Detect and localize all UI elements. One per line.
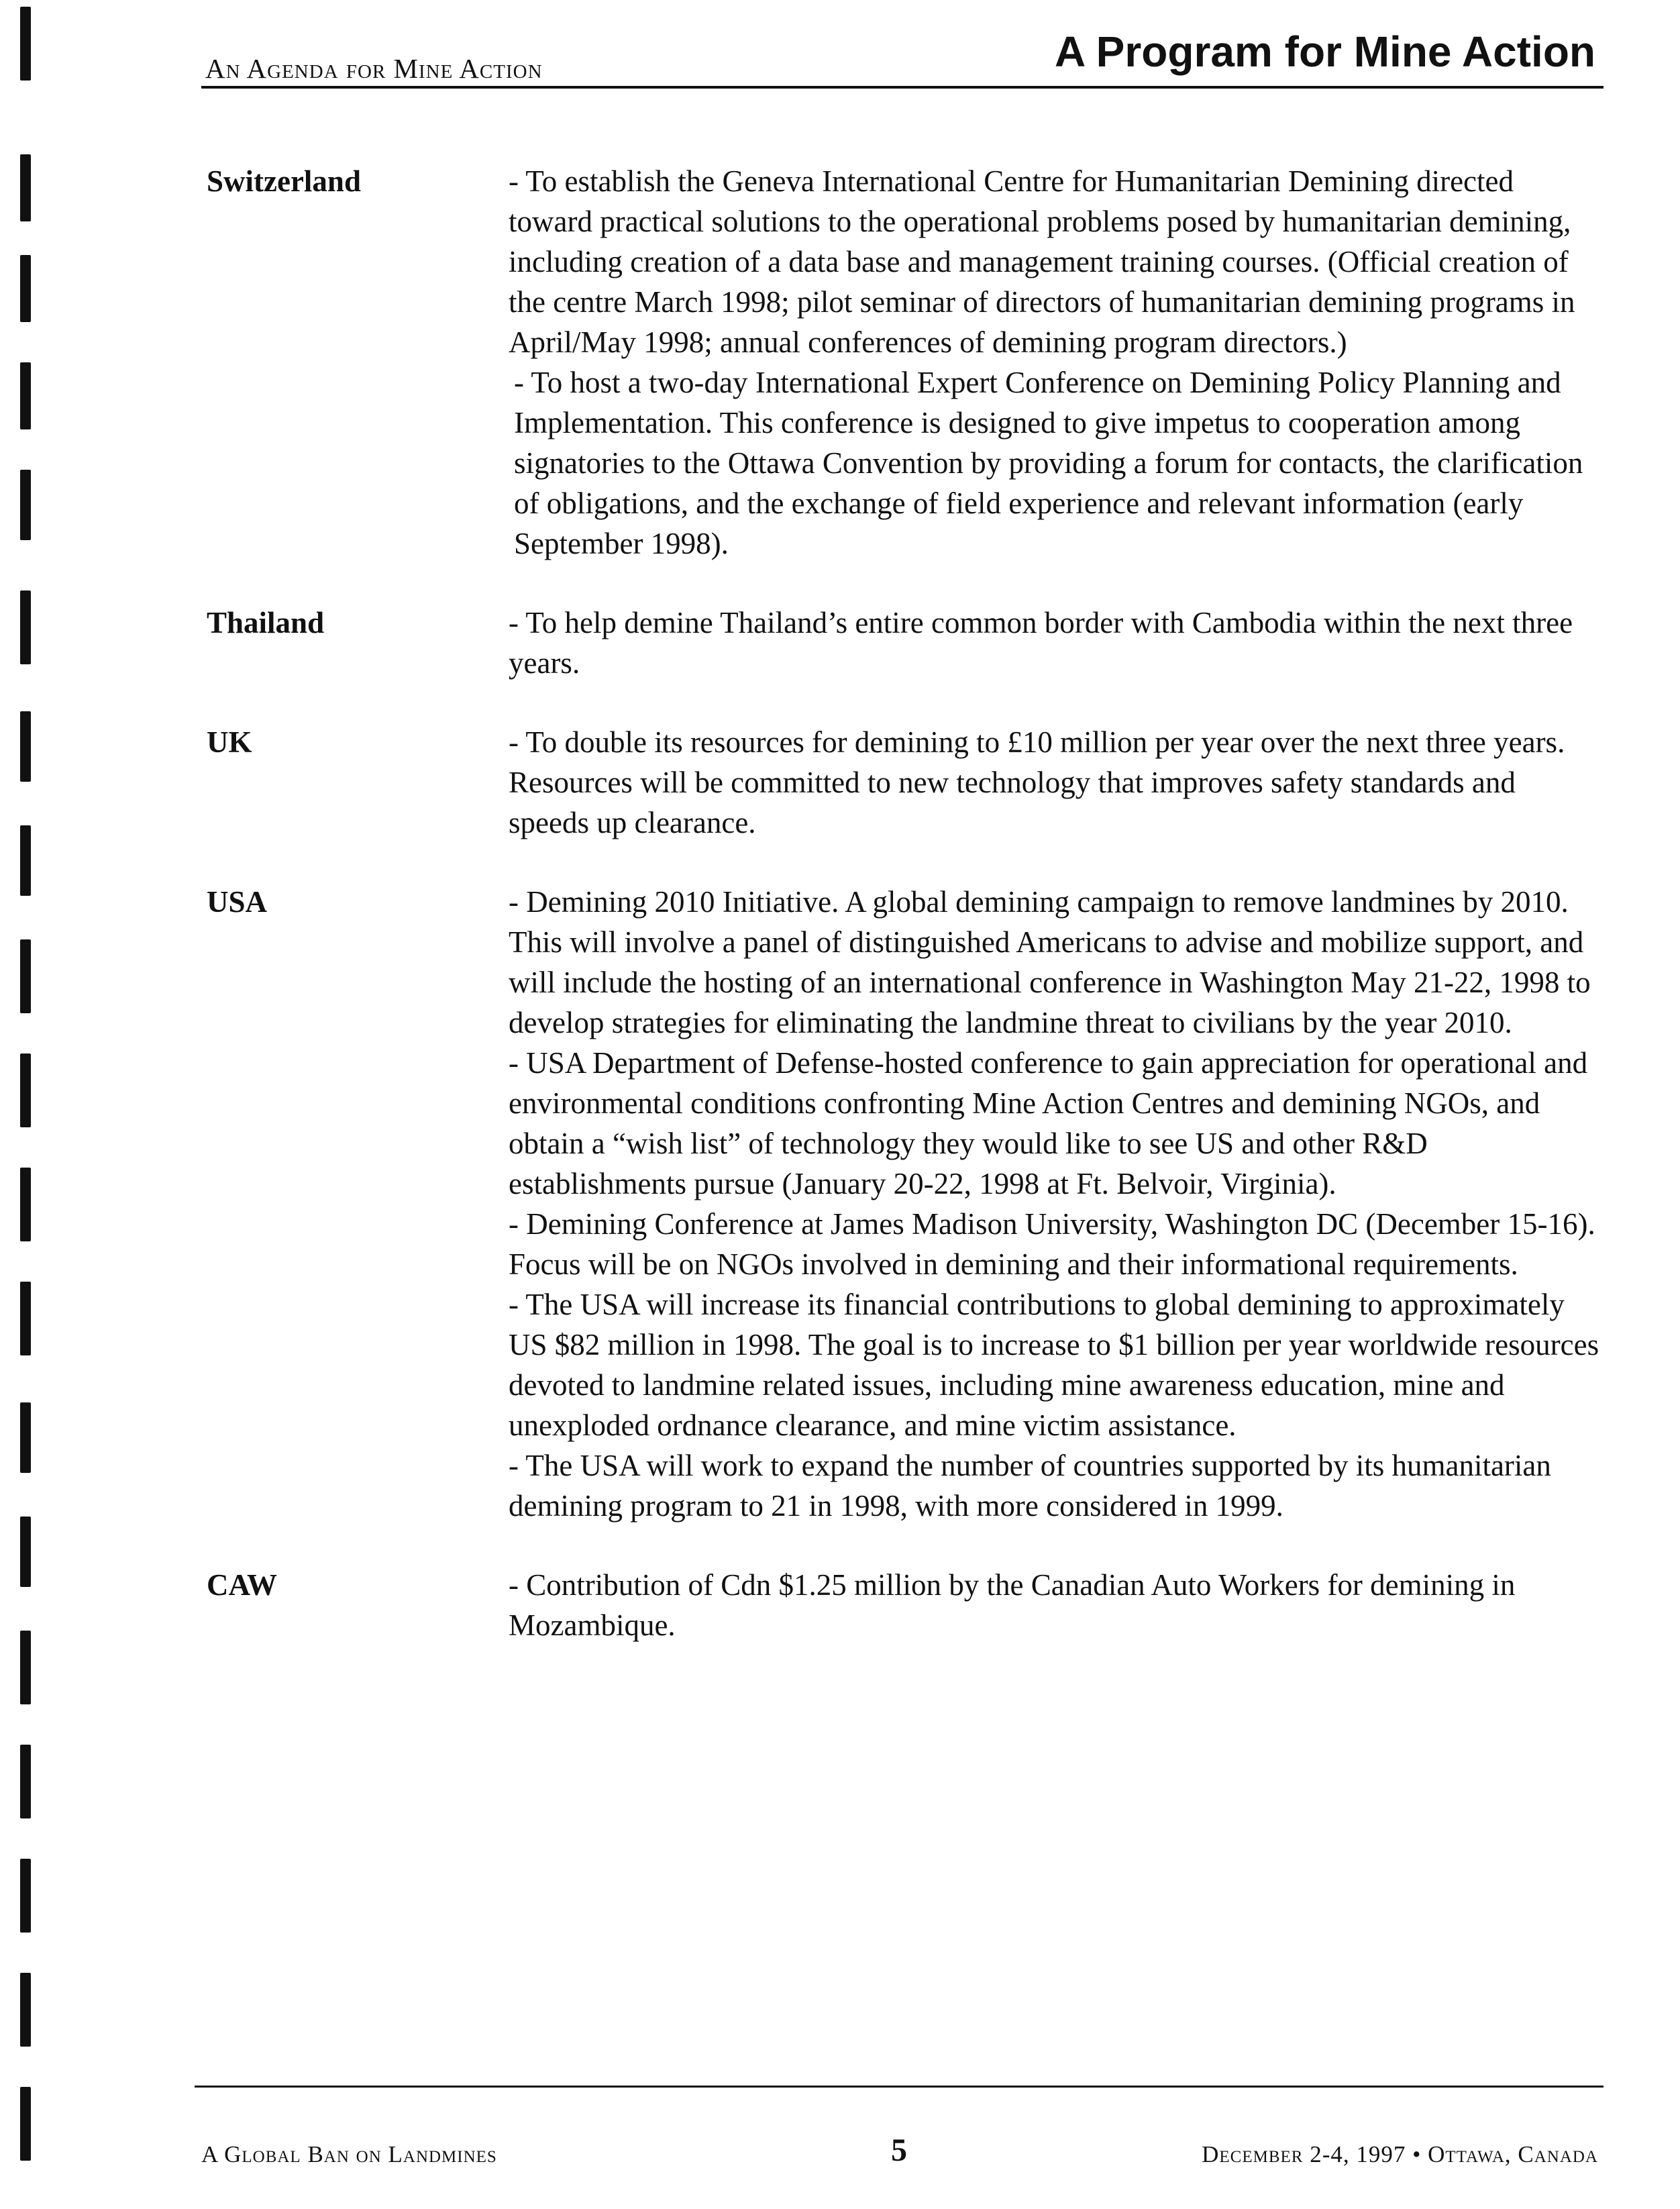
entry-usa bbox=[207, 882, 1602, 1526]
binding-mark bbox=[20, 1859, 31, 1933]
binding-mark bbox=[20, 154, 31, 221]
binding-mark bbox=[20, 1517, 31, 1587]
entry-name: CAW bbox=[207, 1568, 278, 1602]
running-title: An Agenda for Mine Action bbox=[205, 53, 543, 84]
binding-mark bbox=[20, 1402, 31, 1473]
entry-name: Switzerland bbox=[207, 164, 361, 198]
binding-mark bbox=[20, 1973, 31, 2047]
binding-mark bbox=[20, 939, 31, 1013]
footer-publication: A Global Ban on Landmines bbox=[201, 2141, 497, 2167]
binding-mark bbox=[20, 1168, 31, 1241]
entry-name: Thailand bbox=[207, 606, 325, 639]
binding-mark bbox=[20, 7, 31, 81]
entry-caw bbox=[207, 1565, 1602, 1645]
binding-mark bbox=[20, 362, 31, 429]
binding-mark bbox=[20, 590, 31, 664]
page-header bbox=[201, 27, 1604, 89]
entry-body bbox=[509, 161, 1602, 564]
entry-body bbox=[509, 603, 1602, 683]
entry-paragraph: - To help demine Thailand’s entire common border with Cambodia within the next three years. bbox=[509, 606, 1573, 680]
entry-name: UK bbox=[207, 725, 252, 759]
page-number: 5 bbox=[891, 2133, 907, 2168]
commitments-list bbox=[207, 161, 1602, 1684]
page-footer bbox=[195, 2086, 1604, 2168]
entry-thailand bbox=[207, 603, 1602, 683]
entry-paragraph: - Contribution of Cdn $1.25 million by the Canadian Auto Workers for demining in Mozambique. bbox=[509, 1568, 1516, 1642]
entry-paragraph: - The USA will work to expand the number of countries supported by its humanitarian demining program to 21 in 1998, with more considered in 1999. bbox=[509, 1449, 1551, 1523]
binding-mark bbox=[20, 1631, 31, 1704]
binding-mark bbox=[20, 825, 31, 896]
binding-mark bbox=[20, 255, 31, 322]
binding-mark bbox=[20, 2087, 31, 2161]
entry-paragraph: - Demining Conference at James Madison University, Washington DC (December 15-16). Focus will be on NGOs involved in demining and their informational requirements. bbox=[509, 1207, 1595, 1281]
entry-paragraph: - To double its resources for demining to £10 million per year over the next three years. Resources will be committed to new technology that improves safety standards and speeds up clearance. bbox=[509, 725, 1565, 839]
entry-body bbox=[509, 1565, 1602, 1645]
binding-mark bbox=[20, 711, 31, 782]
entry-paragraph: - To establish the Geneva International Centre for Humanitarian Demining directed toward practical solutions to the operational problems posed by humanitarian demining, including creation of a data base and management training courses. (Official creation of the centre March 1998; pilot seminar of directors of humanitarian demining programs in April/May 1998; annual conferences of demining program directors.) bbox=[509, 164, 1575, 359]
entry-name: USA bbox=[207, 885, 268, 919]
binding-mark bbox=[20, 1745, 31, 1818]
entry-paragraph: - USA Department of Defense-hosted conference to gain appreciation for operational and environmental conditions confronting Mine Action Centres and demining NGOs, and obtain a “wish list” of technology they would like to see US and other R&D establishments pursue (January 20-22, 1998 at Ft. Belvoir, Virginia). bbox=[509, 1046, 1588, 1200]
footer-date-location: December 2-4, 1997 • Ottawa, Canada bbox=[1202, 2141, 1598, 2167]
entry-paragraph: - To host a two-day International Expert Conference on Demining Policy Planning and Implementation. This conference is designed to give impetus to cooperation among signatories to the Ottawa Convention by providing a forum for contacts, the clarification of obligations, and the exchange of field experience and relevant information (early September 1998). bbox=[514, 366, 1583, 560]
entry-paragraph: - Demining 2010 Initiative. A global demining campaign to remove landmines by 2010. This will involve a panel of distinguished Americans to advise and mobilize support, and will include the hosting of an international conference in Washington May 21-22, 1998 to develop strategies for eliminating the landmine threat to civilians by the year 2010. bbox=[509, 885, 1591, 1039]
entry-switzerland bbox=[207, 161, 1602, 564]
entry-body bbox=[509, 882, 1602, 1526]
binding-mark bbox=[20, 1282, 31, 1355]
entry-paragraph: - The USA will increase its financial contributions to global demining to approximately US $82 million in 1998. The goal is to increase to $1 billion per year worldwide resources devoted to landmine related issues, including mine awareness education, mine and unexploded ordnance clearance, and mine victim assistance. bbox=[509, 1288, 1599, 1442]
entry-uk bbox=[207, 722, 1602, 843]
binding-mark bbox=[20, 470, 31, 540]
entry-body bbox=[509, 722, 1602, 843]
section-title: A Program for Mine Action bbox=[1055, 28, 1595, 76]
binding-mark bbox=[20, 1054, 31, 1127]
